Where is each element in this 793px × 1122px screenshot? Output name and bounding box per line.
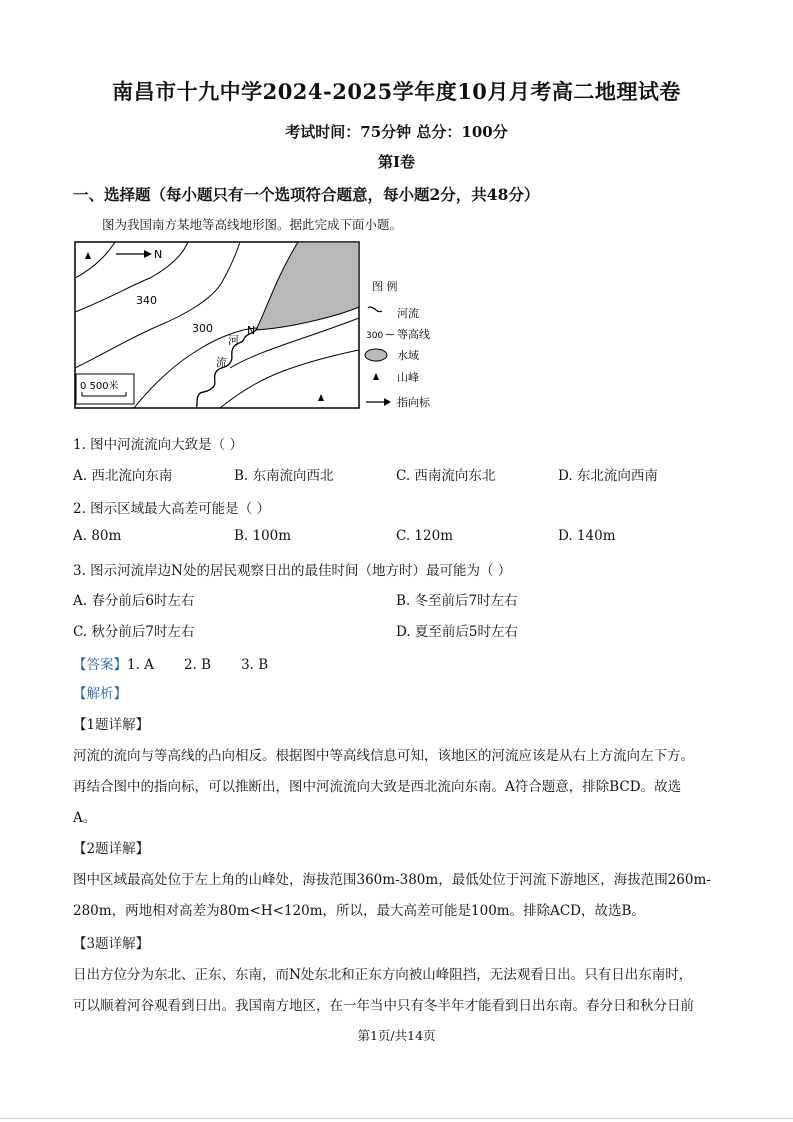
- answer-text: 1. A 2. B 3. B: [127, 657, 269, 673]
- analysis-q2-line: 280m，两地相对高差为80m<H<120m，所以，最大高差可能是100m。排除ACD，故选B。: [73, 903, 645, 919]
- analysis-q3-line: 日出方位分为东北、正东、东南，而N处东北和正东方向被山峰阻挡，无法观看日出。只有日出东南时，: [73, 967, 693, 983]
- north-label: N: [154, 248, 163, 261]
- question-1-option-a: A. 西北流向东南: [73, 468, 173, 484]
- question-1-stem: 1. 图中河流流向大致是（ ）: [73, 437, 243, 453]
- river-label: 流: [216, 356, 227, 369]
- question-2-stem: 2. 图示区域最大高差可能是（ ）: [73, 501, 270, 517]
- question-3-stem: 3. 图示河流岸边N处的居民观察日出的最佳时间（地方时）最可能为（ ）: [73, 563, 512, 579]
- analysis-label: 【解析】: [73, 686, 127, 702]
- section-heading: 一、选择题（每小题只有一个选项符合题意，每小题2分，共48分）: [73, 185, 540, 204]
- contour-map: [70, 238, 450, 414]
- legend-river-label: 河流: [397, 307, 419, 320]
- volume-label: 第I卷: [377, 153, 416, 171]
- answer-label: 【答案】: [73, 657, 127, 673]
- question-2-option-c: C. 120m: [396, 528, 453, 544]
- question-1-option-c: C. 西南流向东北: [396, 468, 496, 484]
- question-1-option-b: B. 东南流向西北: [234, 468, 334, 484]
- point-n-label: N: [247, 324, 256, 337]
- question-intro: 图为我国南方某地等高线地形图。据此完成下面小题。: [102, 217, 403, 232]
- legend-contour-label: 等高线: [397, 328, 430, 341]
- legend-arrow-label: 指向标: [397, 396, 430, 409]
- scale-label: 0 500米: [80, 381, 119, 392]
- analysis-q2-line: 图中区域最高处位于左上角的山峰处，海拔范围360m-380m，最低处位于河流下游地区，海拔范围260m-: [73, 872, 711, 888]
- question-1-option-d: D. 东北流向西南: [558, 468, 658, 484]
- analysis-q1-line: 再结合图中的指向标，可以推断出，图中河流流向大致是西北流向东南。A符合题意，排除BCD。故选: [73, 779, 682, 795]
- legend-contour-icon: [386, 334, 394, 335]
- analysis-q1-heading: 【1题详解】: [73, 717, 150, 733]
- question-2-option-a: A. 80m: [73, 528, 122, 544]
- river-label: 河: [228, 334, 239, 347]
- legend-water-icon: [365, 349, 387, 361]
- exam-time-score: 考试时间：75分钟 总分：100分: [285, 123, 508, 141]
- analysis-q3-heading: 【3题详解】: [73, 936, 150, 952]
- page-bottom-divider: [0, 1118, 793, 1119]
- legend-contour-value: 300: [366, 331, 384, 341]
- exam-title: 南昌市十九中学2024-2025学年度10月月考高二地理试卷: [112, 79, 681, 104]
- analysis-q1-line: A。: [73, 810, 97, 826]
- answer-line: [73, 653, 268, 673]
- legend-peak-label: 山峰: [397, 371, 419, 384]
- question-3-option-c: C. 秋分前后7时左右: [73, 624, 195, 640]
- legend-water-label: 水域: [397, 349, 419, 362]
- question-3-option-b: B. 冬至前后7时左右: [396, 593, 518, 609]
- legend-river-icon: [368, 307, 382, 311]
- question-3-option-d: D. 夏至前后5时左右: [396, 624, 519, 640]
- contour-label-340: 340: [136, 294, 157, 307]
- legend-title: 图 例: [372, 280, 398, 293]
- legend-peak-icon: [373, 373, 379, 380]
- question-2-option-b: B. 100m: [234, 528, 292, 544]
- contour-label-300: 300: [192, 322, 213, 335]
- analysis-q1-line: 河流的流向与等高线的凸向相反。根据图中等高线信息可知，该地区的河流应该是从右上方流向左下方。: [73, 748, 694, 764]
- page-footer: 第1页/共14页: [357, 1028, 436, 1043]
- question-2-option-d: D. 140m: [558, 528, 616, 544]
- analysis-q3-line: 可以顺着河谷观看到日出。我国南方地区，在一年当中只有冬半年才能看到日出东南。春分日和秋分日前: [73, 998, 694, 1014]
- analysis-q2-heading: 【2题详解】: [73, 841, 150, 857]
- question-3-option-a: A. 春分前后6时左右: [73, 593, 195, 609]
